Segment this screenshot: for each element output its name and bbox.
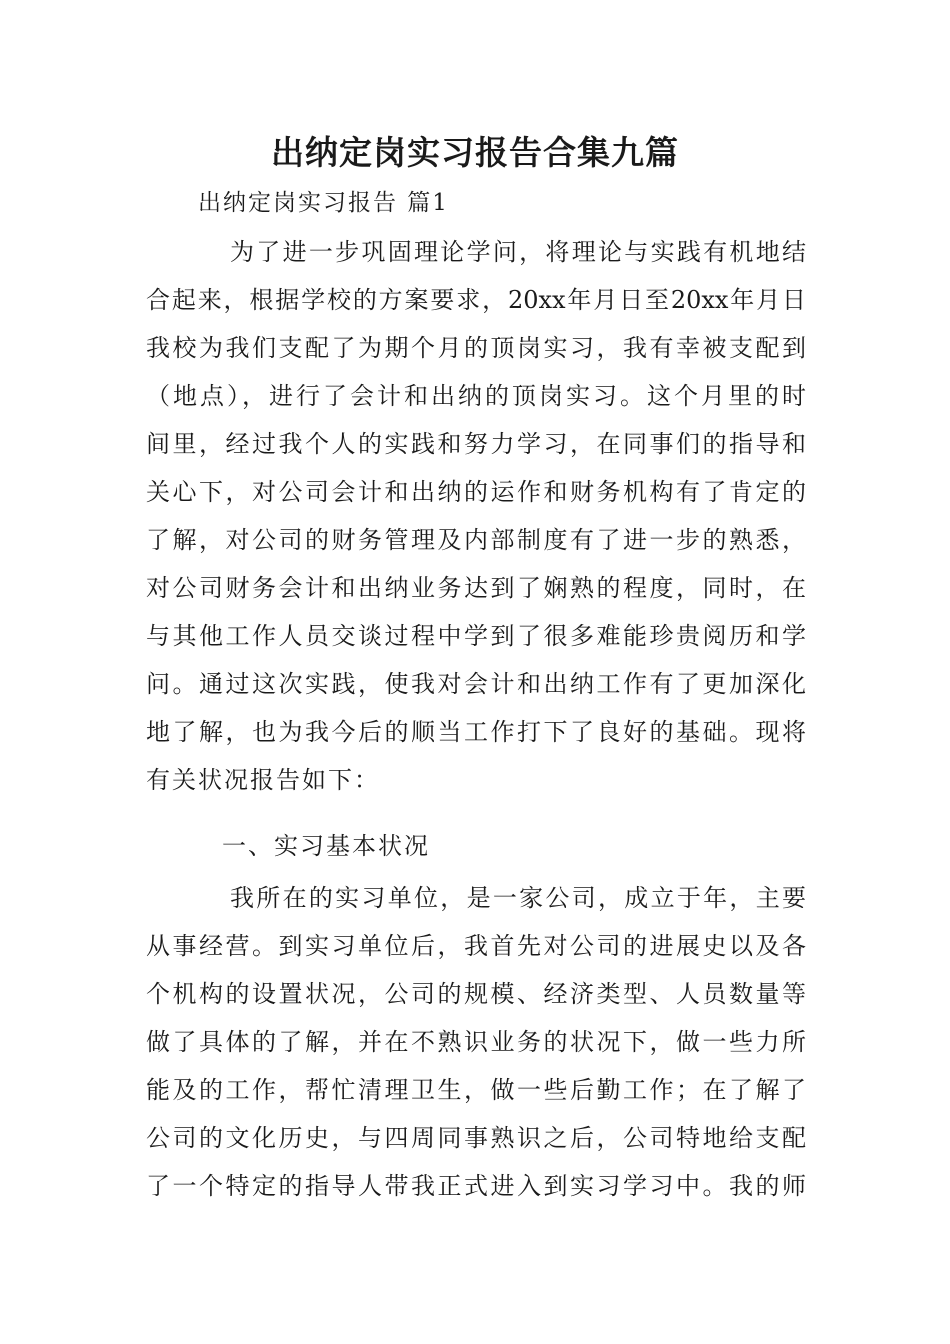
paragraph-line: 从事经营。到实习单位后，我首先对公司的进展史以及各 (146, 932, 806, 960)
document-title: 出纳定岗实习报告合集九篇 (271, 133, 679, 172)
paragraph-line: 间里，经过我个人的实践和努力学习，在同事们的指导和 (146, 430, 806, 458)
paragraph-line: 了解，对公司的财务管理及内部制度有了进一步的熟悉， (146, 526, 806, 554)
paragraph-line: 地了解，也为我今后的顺当工作打下了良好的基础。现将 (146, 718, 806, 746)
paragraph-line: 个机构的设置状况，公司的规模、经济类型、人员数量等 (146, 980, 806, 1008)
paragraph-line: 公司的文化历史，与四周同事熟识之后，公司特地给支配 (146, 1124, 806, 1152)
paragraph-line: 我校为我们支配了为期个月的顶岗实习，我有幸被支配到 (146, 334, 806, 362)
paragraph-line: 合起来，根据学校的方案要求，20xx年月日至20xx年月日 (146, 286, 806, 314)
paragraph-line: 关心下，对公司会计和出纳的运作和财务机构有了肯定的 (146, 478, 806, 506)
paragraph-line: 有关状况报告如下： (146, 766, 380, 794)
paragraph-line: 了一个特定的指导人带我正式进入到实习学习中。我的师 (146, 1172, 806, 1200)
paragraph-line: 为了进一步巩固理论学问，将理论与实践有机地结 (230, 238, 806, 266)
paragraph-line: 做了具体的了解，并在不熟识业务的状况下，做一些力所 (146, 1028, 806, 1056)
paragraph-line: （地点），进行了会计和出纳的顶岗实习。这个月里的时 (146, 382, 806, 410)
section-heading: 一、实习基本状况 (222, 832, 430, 860)
paragraph-line: 与其他工作人员交谈过程中学到了很多难能珍贵阅历和学 (146, 622, 806, 650)
document-subtitle: 出纳定岗实习报告 篇1 (198, 190, 449, 216)
paragraph-line: 对公司财务会计和出纳业务达到了娴熟的程度，同时，在 (146, 574, 806, 602)
paragraph-line: 问。通过这次实践，使我对会计和出纳工作有了更加深化 (146, 670, 806, 698)
paragraph-line: 能及的工作，帮忙清理卫生，做一些后勤工作；在了解了 (146, 1076, 806, 1104)
paragraph-line: 我所在的实习单位，是一家公司，成立于年，主要 (230, 884, 806, 912)
